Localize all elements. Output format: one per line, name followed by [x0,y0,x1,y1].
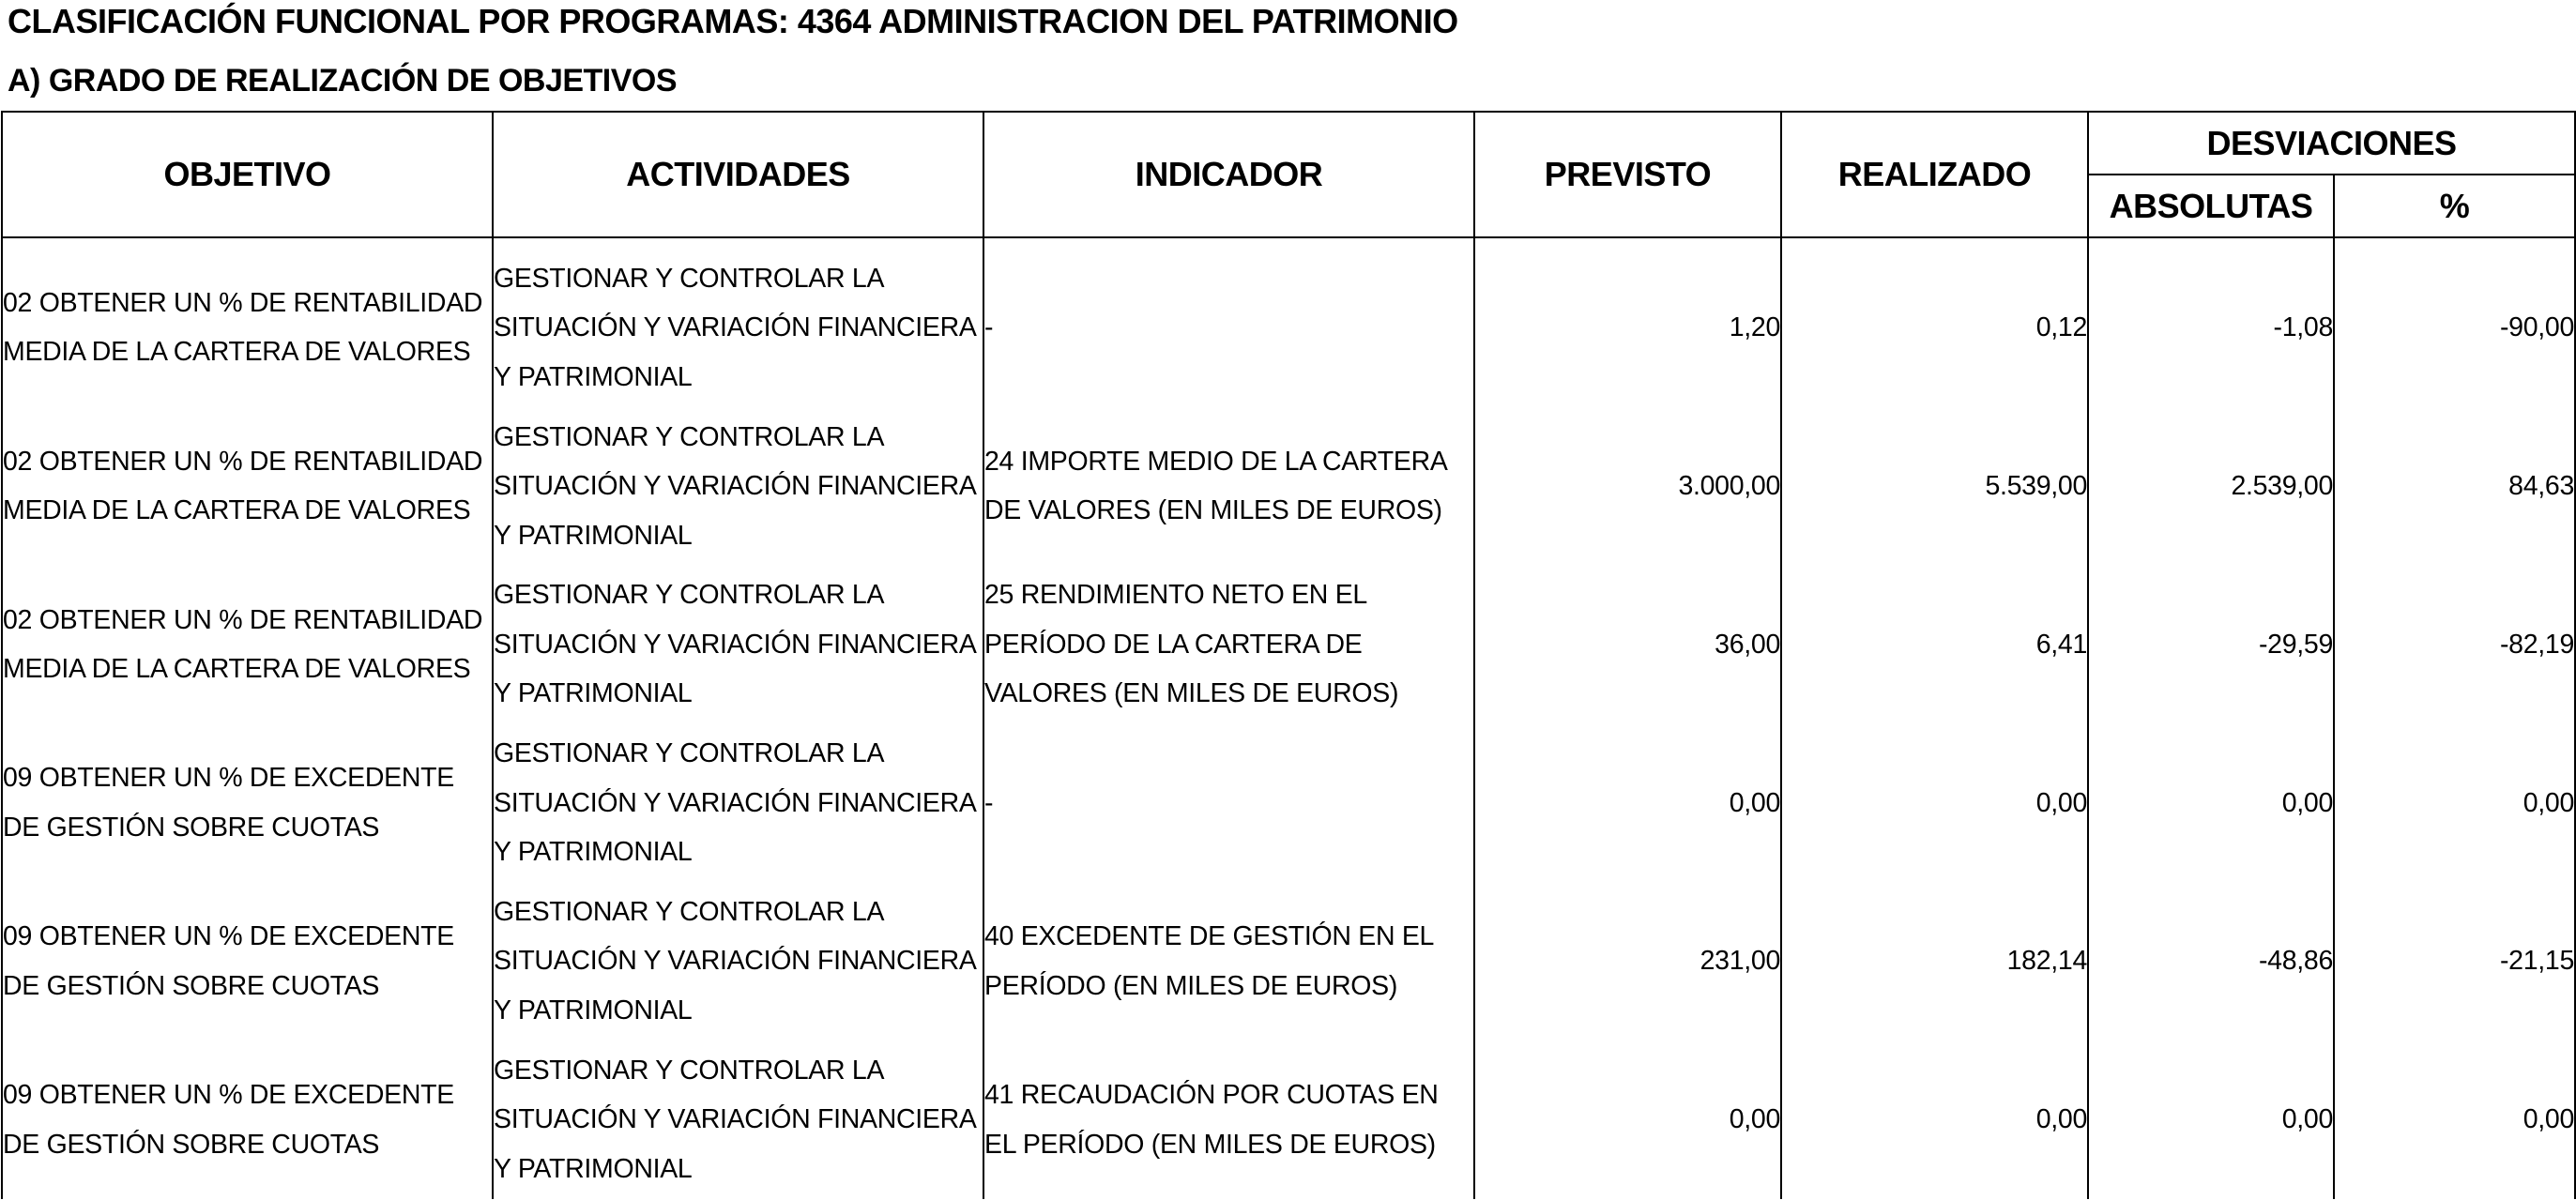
cell-indicador: 24 IMPORTE MEDIO DE LA CARTERA DE VALORES (EN MILES DE EUROS) [983,407,1474,566]
cell-actividades: GESTIONAR Y CONTROLAR LA SITUACIÓN Y VARIACIÓN FINANCIERA Y PATRIMONIAL [493,723,983,882]
cell-objetivo: 09 OBTENER UN % DE EXCEDENTE DE GESTIÓN SOBRE CUOTAS [2,723,493,882]
cell-absolutas: 2.539,00 [2088,407,2334,566]
cell-porcentaje: 84,63 [2334,407,2575,566]
table-spacer [2,237,2575,249]
header-objetivo: OBJETIVO [2,112,493,237]
cell-indicador: - [983,249,1474,407]
table-row [2,723,2575,882]
cell-actividades: GESTIONAR Y CONTROLAR LA SITUACIÓN Y VARIACIÓN FINANCIERA Y PATRIMONIAL [493,882,983,1041]
cell-objetivo: 02 OBTENER UN % DE RENTABILIDAD MEDIA DE LA CARTERA DE VALORES [2,566,493,724]
cell-realizado: 0,00 [1781,1041,2088,1199]
cell-previsto: 1,20 [1474,249,1781,407]
cell-absolutas: 0,00 [2088,1041,2334,1199]
header-absolutas: ABSOLUTAS [2088,175,2334,237]
cell-absolutas: -29,59 [2088,566,2334,724]
cell-indicador: 41 RECAUDACIÓN POR CUOTAS EN EL PERÍODO (EN MILES DE EUROS) [983,1041,1474,1199]
table-row [2,882,2575,1041]
table-row [2,1041,2575,1199]
header-indicador: INDICADOR [983,112,1474,237]
cell-previsto: 3.000,00 [1474,407,1781,566]
cell-previsto: 0,00 [1474,1041,1781,1199]
cell-previsto: 0,00 [1474,723,1781,882]
cell-absolutas: -1,08 [2088,249,2334,407]
cell-porcentaje: -21,15 [2334,882,2575,1041]
cell-previsto: 36,00 [1474,566,1781,724]
cell-indicador: 40 EXCEDENTE DE GESTIÓN EN EL PERÍODO (EN MILES DE EUROS) [983,882,1474,1041]
cell-objetivo: 02 OBTENER UN % DE RENTABILIDAD MEDIA DE LA CARTERA DE VALORES [2,407,493,566]
header-previsto: PREVISTO [1474,112,1781,237]
cell-absolutas: -48,86 [2088,882,2334,1041]
cell-realizado: 5.539,00 [1781,407,2088,566]
cell-realizado: 0,00 [1781,723,2088,882]
cell-realizado: 182,14 [1781,882,2088,1041]
cell-actividades: GESTIONAR Y CONTROLAR LA SITUACIÓN Y VARIACIÓN FINANCIERA Y PATRIMONIAL [493,407,983,566]
cell-objetivo: 02 OBTENER UN % DE RENTABILIDAD MEDIA DE LA CARTERA DE VALORES [2,249,493,407]
section-title: A) GRADO DE REALIZACIÓN DE OBJETIVOS [8,63,678,99]
header-actividades: ACTIVIDADES [493,112,983,237]
page-title: CLASIFICACIÓN FUNCIONAL POR PROGRAMAS: 4364 ADMINISTRACION DEL PATRIMONIO [8,2,1458,40]
table-row [2,249,2575,407]
cell-actividades: GESTIONAR Y CONTROLAR LA SITUACIÓN Y VARIACIÓN FINANCIERA Y PATRIMONIAL [493,566,983,724]
cell-realizado: 6,41 [1781,566,2088,724]
header-desviaciones: DESVIACIONES [2088,112,2575,175]
cell-realizado: 0,12 [1781,249,2088,407]
cell-porcentaje: 0,00 [2334,723,2575,882]
header-realizado: REALIZADO [1781,112,2088,237]
cell-objetivo: 09 OBTENER UN % DE EXCEDENTE DE GESTIÓN SOBRE CUOTAS [2,882,493,1041]
cell-porcentaje: -82,19 [2334,566,2575,724]
cell-porcentaje: -90,00 [2334,249,2575,407]
table-row [2,407,2575,566]
cell-objetivo: 09 OBTENER UN % DE EXCEDENTE DE GESTIÓN SOBRE CUOTAS [2,1041,493,1199]
table-row [2,566,2575,724]
cell-absolutas: 0,00 [2088,723,2334,882]
cell-indicador: 25 RENDIMIENTO NETO EN EL PERÍODO DE LA CARTERA DE VALORES (EN MILES DE EUROS) [983,566,1474,724]
cell-porcentaje: 0,00 [2334,1041,2575,1199]
cell-previsto: 231,00 [1474,882,1781,1041]
header-porcentaje: % [2334,175,2575,237]
cell-indicador: - [983,723,1474,882]
objectives-table [1,111,2576,1199]
cell-actividades: GESTIONAR Y CONTROLAR LA SITUACIÓN Y VARIACIÓN FINANCIERA Y PATRIMONIAL [493,249,983,407]
cell-actividades: GESTIONAR Y CONTROLAR LA SITUACIÓN Y VARIACIÓN FINANCIERA Y PATRIMONIAL [493,1041,983,1199]
